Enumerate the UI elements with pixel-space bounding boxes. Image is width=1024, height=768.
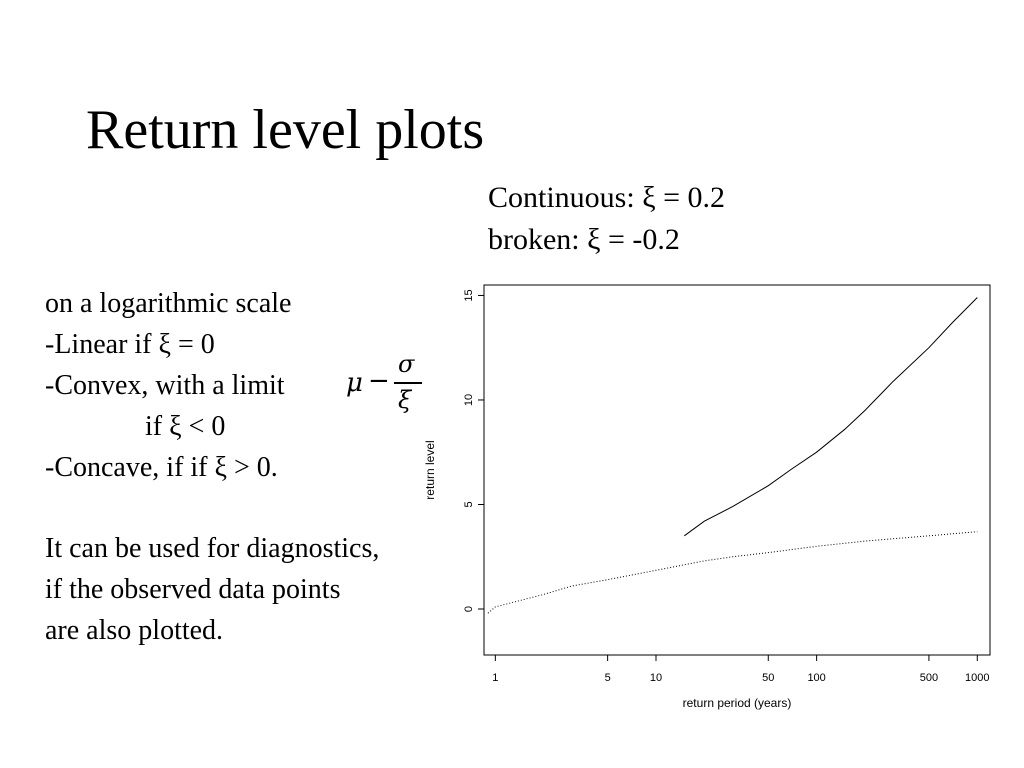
x-tick-label: 1000 [965,672,990,684]
x-tick-label: 1 [492,672,499,684]
slide-title: Return level plots [86,99,485,161]
y-axis [463,289,484,612]
formula-denominator: ξ [398,386,412,414]
y-tick-label: 10 [463,393,475,407]
x-tick-label: 50 [762,672,775,684]
series-layer [488,298,977,614]
x-tick-label: 10 [649,672,663,684]
limit-formula [344,350,424,425]
series-broken-line [488,532,977,614]
y-axis-label: return level [423,440,437,500]
paragraph-line-2: if the observed data points [45,574,341,605]
bullet-linear: -Linear if ξ = 0 [45,329,215,360]
series-continuous-line [684,298,977,536]
paragraph-line-3: are also plotted. [45,615,224,646]
x-tick-label: 5 [604,672,611,684]
diagnostics-paragraph [45,528,379,651]
return-level-chart [420,275,1000,715]
bullet-convex: -Convex, with a limit [45,370,285,401]
plot-frame [484,285,990,655]
x-axis [492,655,989,684]
x-tick-label: 500 [919,672,939,684]
formula-minus: − [368,366,390,396]
formula-numerator: σ [398,350,415,378]
bullet-list [45,283,291,488]
y-tick-label: 15 [463,289,475,302]
bullet-convex-condition: if ξ < 0 [145,411,226,442]
bullet-log-scale: on a logarithmic scale [45,288,292,319]
caption-continuous: Continuous: ξ = 0.2 [488,181,725,214]
y-tick-label: 0 [463,605,475,613]
y-tick-label: 5 [463,501,475,508]
bullet-concave: -Concave, if if ξ > 0. [45,452,278,483]
formula-mu: μ [346,368,363,398]
paragraph-line-1: It can be used for diagnostics, [45,533,380,564]
x-axis-label: return period (years) [682,696,792,710]
formula-fraction-bar [394,382,422,384]
x-tick-label: 100 [807,672,826,684]
caption-broken: broken: ξ = -0.2 [488,223,680,256]
